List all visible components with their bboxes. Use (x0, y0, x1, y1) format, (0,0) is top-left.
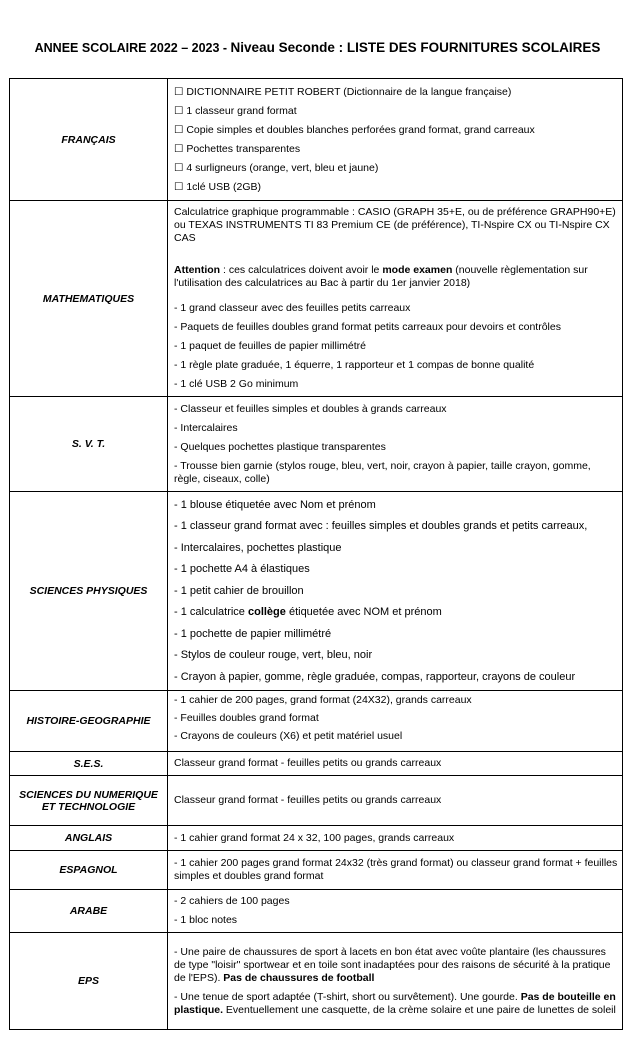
subject-sciences-physiques: SCIENCES PHYSIQUES (10, 492, 168, 691)
list-item: ☐ 1clé USB (2GB) (174, 180, 262, 193)
items-anglais (168, 826, 623, 851)
subject-eps: EPS (10, 933, 168, 1030)
supplies-table (9, 78, 623, 1030)
exam-mode-label: mode examen (382, 264, 453, 276)
items-francais (168, 79, 623, 201)
row-sciences-physiques (10, 492, 623, 691)
row-anglais (10, 826, 623, 851)
subject-histoire-geographie: HISTOIRE-GEOGRAPHIE (10, 691, 168, 752)
calculator-attention: Attention : ces calculatrices doivent avoir le mode examen (nouvelle règlementation sur l'utilisation des calculatrices au Bac à partir du 1er janvier 2018) (174, 264, 588, 289)
row-snt (10, 776, 623, 826)
row-histoire-geographie (10, 691, 623, 752)
list-item: - 1 cahier grand format 24 x 32, 100 pages, grands carreaux (174, 831, 455, 844)
subject-svt: S. V. T. (10, 397, 168, 492)
list-item: - 1 clé USB 2 Go minimum (174, 378, 299, 390)
items-svt (168, 397, 623, 492)
row-ses (10, 752, 623, 776)
title-year: ANNEE SCOLAIRE 2022 – 2023 - (34, 41, 231, 55)
list-item: - 1 pochette de papier millimétré (174, 627, 332, 640)
list-item: ☐ Copie simples et doubles blanches perforées grand format, grand carreaux (174, 123, 535, 136)
subject-anglais: ANGLAIS (10, 826, 168, 851)
page-title (0, 40, 635, 55)
items-snt (168, 776, 623, 826)
list-item: - 1 paquet de feuilles de papier millimétré (174, 340, 367, 352)
list-item: - Feuilles doubles grand format (174, 712, 319, 724)
list-item: - Intercalaires, pochettes plastique (174, 541, 342, 554)
list-item: - Quelques pochettes plastique transparentes (174, 440, 386, 453)
calculator-requirement: Calculatrice graphique programmable : CASIO (GRAPH 35+E, ou de préférence GRAPH90+E) ou TEXAS INSTRUMENTS TI 83 Premium CE (de préférence), TI-Nspire CX ou TI-Nspire CX CAS (174, 206, 616, 244)
list-item-shoes: - Une paire de chaussures de sport à lacets en bon état avec voûte plantaire (les chaussures de type "loisir" sportwear et en toile sont inadaptées pour des raisons de sécurité à la pratique de l'EPS). Pas de chaussures de football (174, 945, 611, 984)
list-item: ☐ DICTIONNAIRE PETIT ROBERT (Dictionnaire de la langue française) (174, 85, 512, 98)
list-item: - Trousse bien garnie (stylos rouge, bleu, vert, noir, crayon à papier, taille crayon, gomme, règle, ciseaux, colle) (174, 459, 591, 485)
attention-label: Attention (174, 264, 221, 276)
list-item: - Crayon à papier, gomme, règle graduée, compas, rapporteur, crayons de couleur (174, 670, 576, 683)
list-item: - 1 cahier 200 pages grand format 24x32 (très grand format) ou classeur grand format + feuilles simples et doubles grand format (174, 857, 618, 882)
items-mathematiques (168, 201, 623, 397)
row-svt (10, 397, 623, 492)
subject-ses: S.E.S. (10, 752, 168, 776)
list-item: - Crayons de couleurs (X6) et petit matériel usuel (174, 730, 403, 742)
row-mathematiques (10, 201, 623, 397)
list-item-calculator: - 1 calculatrice collège étiquetée avec NOM et prénom (174, 606, 442, 618)
list-item: ☐ 1 classeur grand format (174, 104, 297, 117)
list-item: - Classeur et feuilles simples et doubles à grands carreaux (174, 402, 447, 415)
list-item: - 1 grand classeur avec des feuilles petits carreaux (174, 302, 411, 314)
items-ses (168, 752, 623, 776)
list-item: - 1 blouse étiquetée avec Nom et prénom (174, 498, 376, 511)
row-francais (10, 79, 623, 201)
list-item: - 2 cahiers de 100 pages (174, 895, 290, 907)
subject-arabe: ARABE (10, 890, 168, 933)
list-item: - Intercalaires (174, 421, 238, 434)
list-item: ☐ 4 surligneurs (orange, vert, bleu et jaune) (174, 161, 379, 174)
list-item: - 1 classeur grand format avec : feuilles simples et doubles grands et petits carreaux, (174, 520, 588, 532)
list-item: Classeur grand format - feuilles petits ou grands carreaux (174, 757, 442, 769)
list-item: - 1 petit cahier de brouillon (174, 584, 304, 597)
list-item: - 1 règle plate graduée, 1 équerre, 1 rapporteur et 1 compas de bonne qualité (174, 359, 535, 371)
items-sciences-physiques (168, 492, 623, 691)
row-espagnol (10, 851, 623, 890)
items-eps (168, 933, 623, 1030)
list-item: ☐ Pochettes transparentes (174, 142, 301, 155)
list-item: - 1 cahier de 200 pages, grand format (24X32), grands carreaux (174, 694, 472, 706)
title-level: Niveau Seconde : LISTE DES FOURNITURES SCOLAIRES (230, 40, 601, 55)
subject-espagnol: ESPAGNOL (10, 851, 168, 890)
list-item: - 1 bloc notes (174, 914, 238, 926)
list-item: - 1 pochette A4 à élastiques (174, 563, 310, 575)
row-eps (10, 933, 623, 1030)
items-histoire-geographie (168, 691, 623, 752)
subject-mathematiques: MATHEMATIQUES (10, 201, 168, 397)
items-arabe (168, 890, 623, 933)
list-item: - Paquets de feuilles doubles grand format petits carreaux pour devoirs et contrôles (174, 321, 561, 333)
list-item-outfit: - Une tenue de sport adaptée (T-shirt, short ou survêtement). Une gourde. Pas de bouteille en plastique. Eventuellement une casquette, de la crème solaire et une paire de lunettes de soleil (174, 990, 616, 1016)
subject-snt: SCIENCES DU NUMERIQUE ET TECHNOLOGIE (10, 776, 168, 826)
items-espagnol (168, 851, 623, 890)
subject-francais: FRANÇAIS (10, 79, 168, 201)
list-item: - Stylos de couleur rouge, vert, bleu, noir (174, 649, 373, 661)
list-item: Classeur grand format - feuilles petits ou grands carreaux (174, 794, 442, 806)
row-arabe (10, 890, 623, 933)
